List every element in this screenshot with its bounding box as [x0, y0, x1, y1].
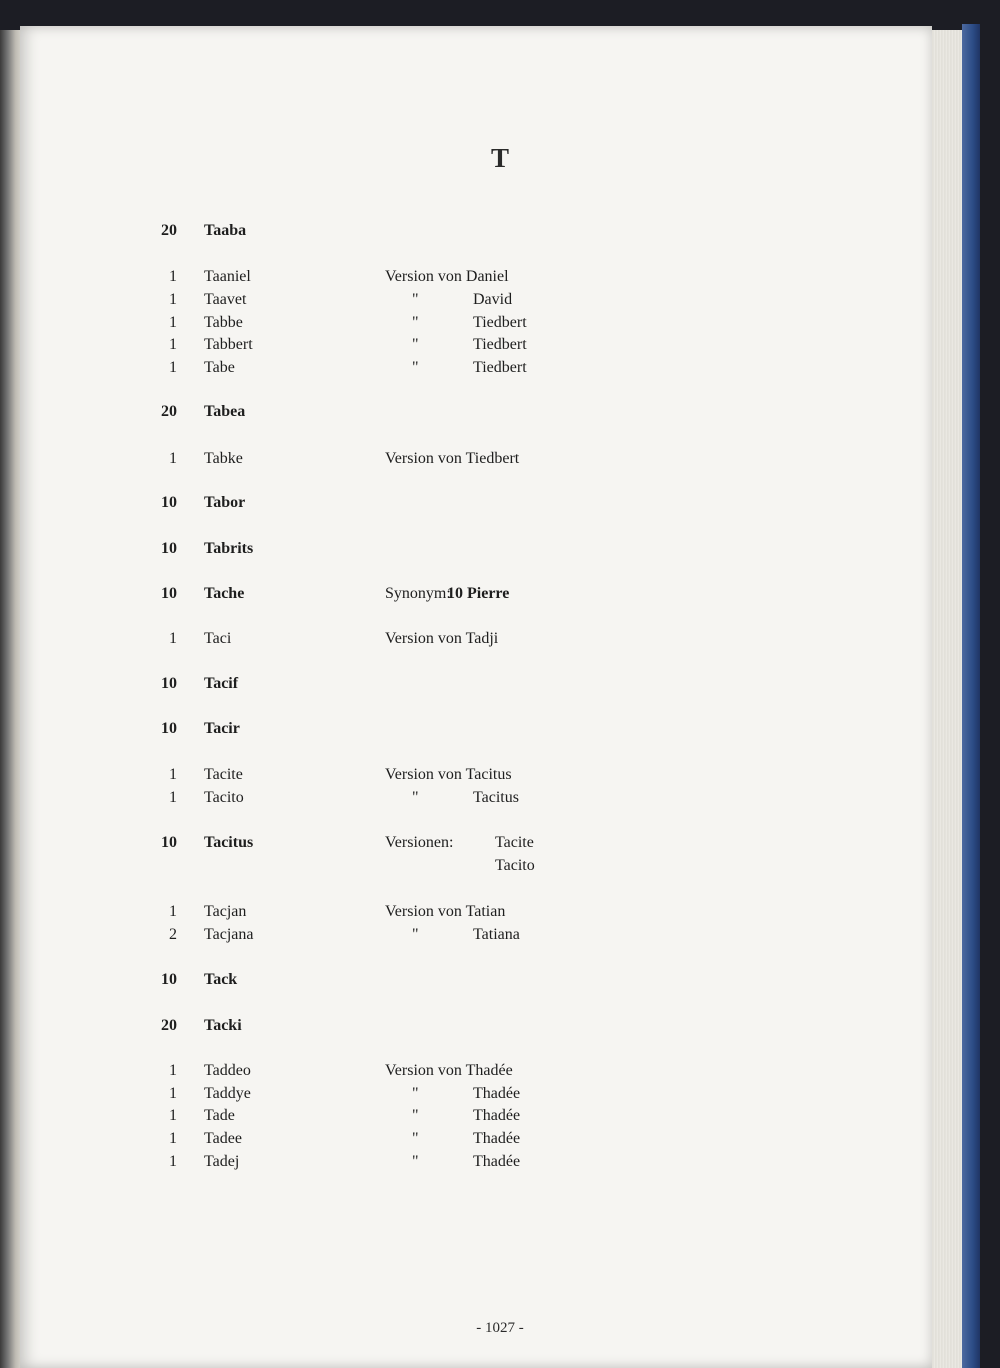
entry-frequency: 1	[169, 291, 177, 308]
entry-name: Taaniel	[204, 268, 251, 285]
name-entry	[0, 1017, 1000, 1041]
entry-name: Tabbe	[204, 314, 243, 331]
entry-name: Tabea	[204, 403, 246, 420]
name-entry	[0, 789, 1000, 813]
entry-frequency: 1	[169, 1153, 177, 1170]
entry-name: Tabrits	[204, 540, 254, 557]
name-entry	[0, 834, 1000, 858]
entry-reference: Thadée	[473, 1153, 521, 1170]
entry-frequency: 20	[161, 222, 177, 239]
entry-frequency: 20	[161, 403, 177, 420]
page-number: - 1027 -	[476, 1320, 524, 1336]
name-entry	[0, 926, 1000, 950]
entry-frequency: 1	[169, 336, 177, 353]
entry-name: Taci	[204, 630, 232, 647]
ditto-mark: "	[412, 1107, 419, 1124]
entry-note: Version von Tadji	[385, 630, 499, 647]
entry-note: Versionen:	[385, 834, 454, 851]
name-entry	[0, 336, 1000, 360]
entry-name: Tacjan	[204, 903, 247, 920]
entry-name: Taddeo	[204, 1062, 251, 1079]
name-entry	[0, 1107, 1000, 1131]
entry-note: Version von Tacitus	[385, 766, 512, 783]
entry-frequency: 1	[169, 1062, 177, 1079]
name-entry	[0, 222, 1000, 246]
name-entry	[0, 720, 1000, 744]
entry-frequency: 10	[161, 834, 177, 851]
entry-name: Taddye	[204, 1085, 251, 1102]
entry-name: Tack	[204, 971, 238, 988]
name-entry	[0, 1130, 1000, 1154]
entry-frequency: 1	[169, 766, 177, 783]
entry-frequency: 1	[169, 1130, 177, 1147]
section-letter-heading: T	[490, 143, 509, 173]
ditto-mark: "	[412, 314, 419, 331]
name-entry	[0, 903, 1000, 927]
name-entry	[0, 585, 1000, 609]
entry-name: Tacitus	[204, 834, 254, 851]
name-entry	[0, 1153, 1000, 1177]
entry-name: Tache	[204, 585, 245, 602]
entry-reference: Tiedbert	[473, 314, 527, 331]
entry-note: Version von Daniel	[385, 268, 509, 285]
ditto-mark: "	[412, 359, 419, 376]
entry-name: Tadej	[204, 1153, 240, 1170]
entry-reference: Tacitus	[473, 789, 519, 806]
entry-note: Version von Tiedbert	[385, 450, 520, 467]
entry-frequency: 10	[161, 494, 177, 511]
entry-frequency: 10	[161, 675, 177, 692]
entry-frequency: 2	[169, 926, 177, 943]
entry-name: Tabbert	[204, 336, 253, 353]
entry-note: Synonym:	[385, 585, 451, 602]
entry-synonym: 10 Pierre	[447, 585, 510, 602]
ditto-mark: "	[412, 926, 419, 943]
name-entry	[0, 1085, 1000, 1109]
entry-frequency: 1	[169, 903, 177, 920]
entry-frequency: 20	[161, 1017, 177, 1034]
name-entry	[0, 359, 1000, 383]
entry-name: Tabor	[204, 494, 246, 511]
entry-name: Tacite	[204, 766, 243, 783]
entry-reference: David	[473, 291, 513, 308]
ditto-mark: "	[412, 1153, 419, 1170]
name-entry	[0, 1062, 1000, 1086]
entry-frequency: 10	[161, 540, 177, 557]
ditto-mark: "	[412, 789, 419, 806]
entry-name: Taavet	[204, 291, 247, 308]
version-list-item: Tacite	[495, 834, 534, 851]
name-entry	[0, 540, 1000, 564]
name-entry	[0, 971, 1000, 995]
entry-reference: Tiedbert	[473, 359, 527, 376]
name-entry	[0, 766, 1000, 790]
entry-name: Tade	[204, 1107, 235, 1124]
entry-reference: Thadée	[473, 1107, 521, 1124]
entry-frequency: 1	[169, 630, 177, 647]
entry-name: Taaba	[204, 222, 247, 239]
ditto-mark: "	[412, 1085, 419, 1102]
name-entry	[0, 291, 1000, 315]
ditto-mark: "	[412, 336, 419, 353]
entry-frequency: 10	[161, 585, 177, 602]
entry-frequency: 10	[161, 720, 177, 737]
entry-note: Version von Tatian	[385, 903, 506, 920]
entry-name: Tadee	[204, 1130, 242, 1147]
entry-name: Tacito	[204, 789, 244, 806]
entry-name: Tacif	[204, 675, 239, 692]
entry-frequency: 1	[169, 359, 177, 376]
name-entry	[0, 450, 1000, 474]
name-entry	[0, 494, 1000, 518]
entry-frequency: 1	[169, 789, 177, 806]
entry-reference: Tiedbert	[473, 336, 527, 353]
entry-name: Tabe	[204, 359, 235, 376]
entry-frequency: 1	[169, 1107, 177, 1124]
entry-name: Tacjana	[204, 926, 254, 943]
entry-name: Tabke	[204, 450, 243, 467]
name-entry	[0, 857, 1000, 881]
entry-reference: Thadée	[473, 1130, 521, 1147]
ditto-mark: "	[412, 291, 419, 308]
entry-name: Tacir	[204, 720, 240, 737]
entry-frequency: 10	[161, 971, 177, 988]
name-entry	[0, 403, 1000, 427]
entry-name: Tacki	[204, 1017, 242, 1034]
name-entry	[0, 630, 1000, 654]
entry-reference: Tatiana	[473, 926, 520, 943]
entry-frequency: 1	[169, 1085, 177, 1102]
name-entry	[0, 268, 1000, 292]
ditto-mark: "	[412, 1130, 419, 1147]
entry-frequency: 1	[169, 450, 177, 467]
entry-frequency: 1	[169, 314, 177, 331]
entry-reference: Thadée	[473, 1085, 521, 1102]
name-entry	[0, 314, 1000, 338]
entry-note: Version von Thadée	[385, 1062, 513, 1079]
name-entry	[0, 675, 1000, 699]
entry-frequency: 1	[169, 268, 177, 285]
version-list-item: Tacito	[495, 857, 535, 874]
